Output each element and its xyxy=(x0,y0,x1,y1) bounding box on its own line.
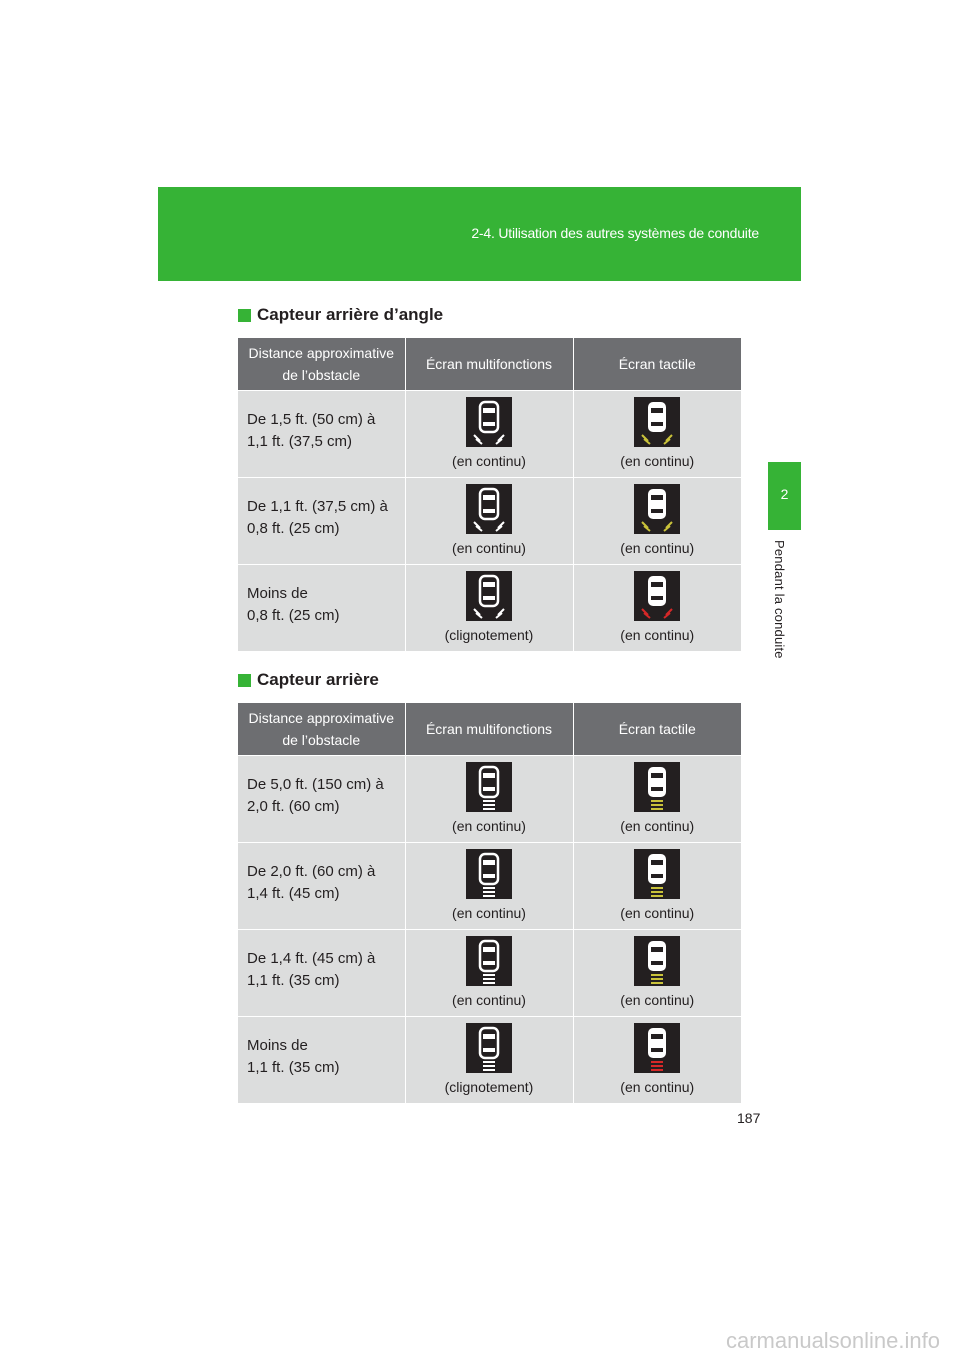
car-rear-window-shape xyxy=(483,787,495,791)
parking-sensor-icon xyxy=(466,936,512,986)
car-body-shape xyxy=(480,767,498,797)
car-windshield-shape xyxy=(483,947,495,952)
car-outline-icon xyxy=(466,571,512,621)
corner-sensor-heading xyxy=(238,305,443,325)
distance-cell xyxy=(238,391,405,478)
parking-sensor-icon xyxy=(466,762,512,812)
car-body-shape xyxy=(648,402,666,432)
parking-sensor-icon xyxy=(466,849,512,899)
distance-line-1: De 1,1 ft. (37,5 cm) à xyxy=(247,498,388,515)
rear-sensor-table xyxy=(238,703,741,1104)
display-mode-label: (clignotement) xyxy=(444,1079,534,1095)
touch-display-cell xyxy=(573,756,741,843)
car-body-shape xyxy=(648,1028,666,1058)
column-header-touch: Écran tactile xyxy=(573,338,741,391)
table-row xyxy=(238,756,741,843)
car-rear-window-shape xyxy=(483,509,495,513)
multi-display-cell xyxy=(405,565,573,652)
table-row xyxy=(238,930,741,1017)
car-outline-icon xyxy=(466,762,512,812)
car-rear-window-shape xyxy=(651,961,663,965)
distance-line-2: 0,8 ft. (25 cm) xyxy=(247,607,340,624)
multi-display-cell xyxy=(405,478,573,565)
table-row xyxy=(238,478,741,565)
distance-line-1: Moins de xyxy=(247,1037,308,1054)
display-mode-label: (en continu) xyxy=(620,818,695,834)
car-body-shape xyxy=(480,576,498,606)
touch-display-cell xyxy=(573,930,741,1017)
display-mode-label: (en continu) xyxy=(452,818,526,834)
car-windshield-shape xyxy=(483,1034,495,1039)
chapter-side-label: Pendant la conduite xyxy=(772,540,787,659)
distance-cell xyxy=(238,1017,405,1104)
distance-text xyxy=(238,843,405,905)
car-windshield-shape xyxy=(483,860,495,865)
display-mode-label: (en continu) xyxy=(452,540,526,556)
distance-line-2: 0,8 ft. (25 cm) xyxy=(247,520,340,537)
car-body-shape xyxy=(648,941,666,971)
watermark: carmanualsonline.info xyxy=(725,1328,940,1353)
parking-sensor-icon xyxy=(634,762,680,812)
car-filled-icon xyxy=(634,849,680,899)
distance-cell xyxy=(238,930,405,1017)
page-number: 187 xyxy=(737,1110,761,1126)
distance-text xyxy=(238,391,405,453)
multi-display-cell xyxy=(405,1017,573,1104)
parking-sensor-icon xyxy=(634,397,680,447)
column-header-touch: Écran tactile xyxy=(573,703,741,756)
distance-line-2: 1,1 ft. (37,5 cm) xyxy=(247,433,353,450)
car-body-shape xyxy=(648,489,666,519)
green-square-icon xyxy=(238,674,251,687)
green-square-icon xyxy=(238,309,251,322)
display-mode-label: (en continu) xyxy=(452,905,526,921)
column-header-distance: Distance approximative de l’obstacle xyxy=(238,703,405,756)
car-rear-window-shape xyxy=(651,596,663,600)
distance-line-2: 1,1 ft. (35 cm) xyxy=(247,972,340,989)
car-rear-window-shape xyxy=(483,961,495,965)
multi-display-cell xyxy=(405,843,573,930)
car-rear-window-shape xyxy=(483,1048,495,1052)
car-filled-icon xyxy=(634,484,680,534)
car-rear-window-shape xyxy=(483,874,495,878)
chapter-side-tab xyxy=(768,462,801,530)
distance-line-2: 1,1 ft. (35 cm) xyxy=(247,1059,340,1076)
car-body-shape xyxy=(480,854,498,884)
display-mode-label: (en continu) xyxy=(452,453,526,469)
parking-sensor-icon xyxy=(634,849,680,899)
car-windshield-shape xyxy=(483,582,495,587)
parking-sensor-icon xyxy=(466,484,512,534)
distance-line-1: De 2,0 ft. (60 cm) à xyxy=(247,863,376,880)
car-windshield-shape xyxy=(651,408,663,413)
car-rear-window-shape xyxy=(651,874,663,878)
multi-display-cell xyxy=(405,756,573,843)
distance-line-1: De 1,4 ft. (45 cm) à xyxy=(247,950,376,967)
chapter-header-band xyxy=(158,187,801,281)
table-row xyxy=(238,391,741,478)
distance-text xyxy=(238,565,405,627)
car-windshield-shape xyxy=(651,582,663,587)
column-header-multi: Écran multifonctions xyxy=(405,338,573,391)
parking-sensor-icon xyxy=(466,1023,512,1073)
display-mode-label: (en continu) xyxy=(620,627,695,643)
car-windshield-shape xyxy=(651,495,663,500)
distance-text xyxy=(238,1017,405,1079)
table-header-row xyxy=(238,703,741,756)
distance-cell xyxy=(238,565,405,652)
multi-display-cell xyxy=(405,930,573,1017)
car-windshield-shape xyxy=(651,773,663,778)
touch-display-cell xyxy=(573,843,741,930)
car-windshield-shape xyxy=(483,773,495,778)
parking-sensor-icon xyxy=(634,936,680,986)
car-outline-icon xyxy=(466,936,512,986)
chapter-number: 2 xyxy=(780,486,789,502)
car-filled-icon xyxy=(634,571,680,621)
distance-line-1: Moins de xyxy=(247,585,308,602)
car-body-shape xyxy=(480,1028,498,1058)
display-mode-label: (en continu) xyxy=(620,992,695,1008)
parking-sensor-icon xyxy=(466,397,512,447)
corner-sensor-table xyxy=(238,338,741,652)
car-body-shape xyxy=(648,854,666,884)
car-windshield-shape xyxy=(651,1034,663,1039)
column-header-multi: Écran multifonctions xyxy=(405,703,573,756)
display-mode-label: (en continu) xyxy=(452,992,526,1008)
parking-sensor-icon xyxy=(634,1023,680,1073)
car-rear-window-shape xyxy=(483,422,495,426)
table-row xyxy=(238,843,741,930)
parking-sensor-icon xyxy=(634,571,680,621)
touch-display-cell xyxy=(573,391,741,478)
car-outline-icon xyxy=(466,484,512,534)
car-windshield-shape xyxy=(483,495,495,500)
rear-sensor-heading xyxy=(238,670,379,690)
distance-line-1: De 5,0 ft. (150 cm) à xyxy=(247,776,384,793)
table-header-row xyxy=(238,338,741,391)
car-rear-window-shape xyxy=(651,787,663,791)
display-mode-label: (en continu) xyxy=(620,1079,695,1095)
car-body-shape xyxy=(648,576,666,606)
car-body-shape xyxy=(480,402,498,432)
touch-display-cell xyxy=(573,478,741,565)
parking-sensor-icon xyxy=(634,484,680,534)
distance-text xyxy=(238,478,405,540)
car-filled-icon xyxy=(634,762,680,812)
distance-text xyxy=(238,756,405,818)
distance-text xyxy=(238,930,405,992)
distance-line-2: 1,4 ft. (45 cm) xyxy=(247,885,340,902)
display-mode-label: (en continu) xyxy=(620,540,695,556)
car-outline-icon xyxy=(466,397,512,447)
table-row xyxy=(238,1017,741,1104)
rear-sensor-heading-text: Capteur arrière xyxy=(257,670,379,689)
distance-cell xyxy=(238,478,405,565)
car-outline-icon xyxy=(466,849,512,899)
multi-display-cell xyxy=(405,391,573,478)
distance-line-2: 2,0 ft. (60 cm) xyxy=(247,798,340,815)
car-body-shape xyxy=(648,767,666,797)
table-row xyxy=(238,565,741,652)
column-header-distance: Distance approximative de l’obstacle xyxy=(238,338,405,391)
car-filled-icon xyxy=(634,936,680,986)
distance-line-1: De 1,5 ft. (50 cm) à xyxy=(247,411,376,428)
car-outline-icon xyxy=(466,1023,512,1073)
distance-cell xyxy=(238,756,405,843)
car-rear-window-shape xyxy=(483,596,495,600)
display-mode-label: (en continu) xyxy=(620,905,695,921)
parking-sensor-icon xyxy=(466,571,512,621)
distance-cell xyxy=(238,843,405,930)
chapter-section-title: 2-4. Utilisation des autres systèmes de conduite xyxy=(471,225,759,241)
car-filled-icon xyxy=(634,397,680,447)
car-rear-window-shape xyxy=(651,509,663,513)
car-windshield-shape xyxy=(651,947,663,952)
car-body-shape xyxy=(480,489,498,519)
car-windshield-shape xyxy=(651,860,663,865)
car-body-shape xyxy=(480,941,498,971)
car-filled-icon xyxy=(634,1023,680,1073)
car-rear-window-shape xyxy=(651,422,663,426)
touch-display-cell xyxy=(573,1017,741,1104)
display-mode-label: (en continu) xyxy=(620,453,695,469)
touch-display-cell xyxy=(573,565,741,652)
display-mode-label: (clignotement) xyxy=(444,627,534,643)
car-windshield-shape xyxy=(483,408,495,413)
car-rear-window-shape xyxy=(651,1048,663,1052)
corner-sensor-heading-text: Capteur arrière d’angle xyxy=(257,305,444,324)
